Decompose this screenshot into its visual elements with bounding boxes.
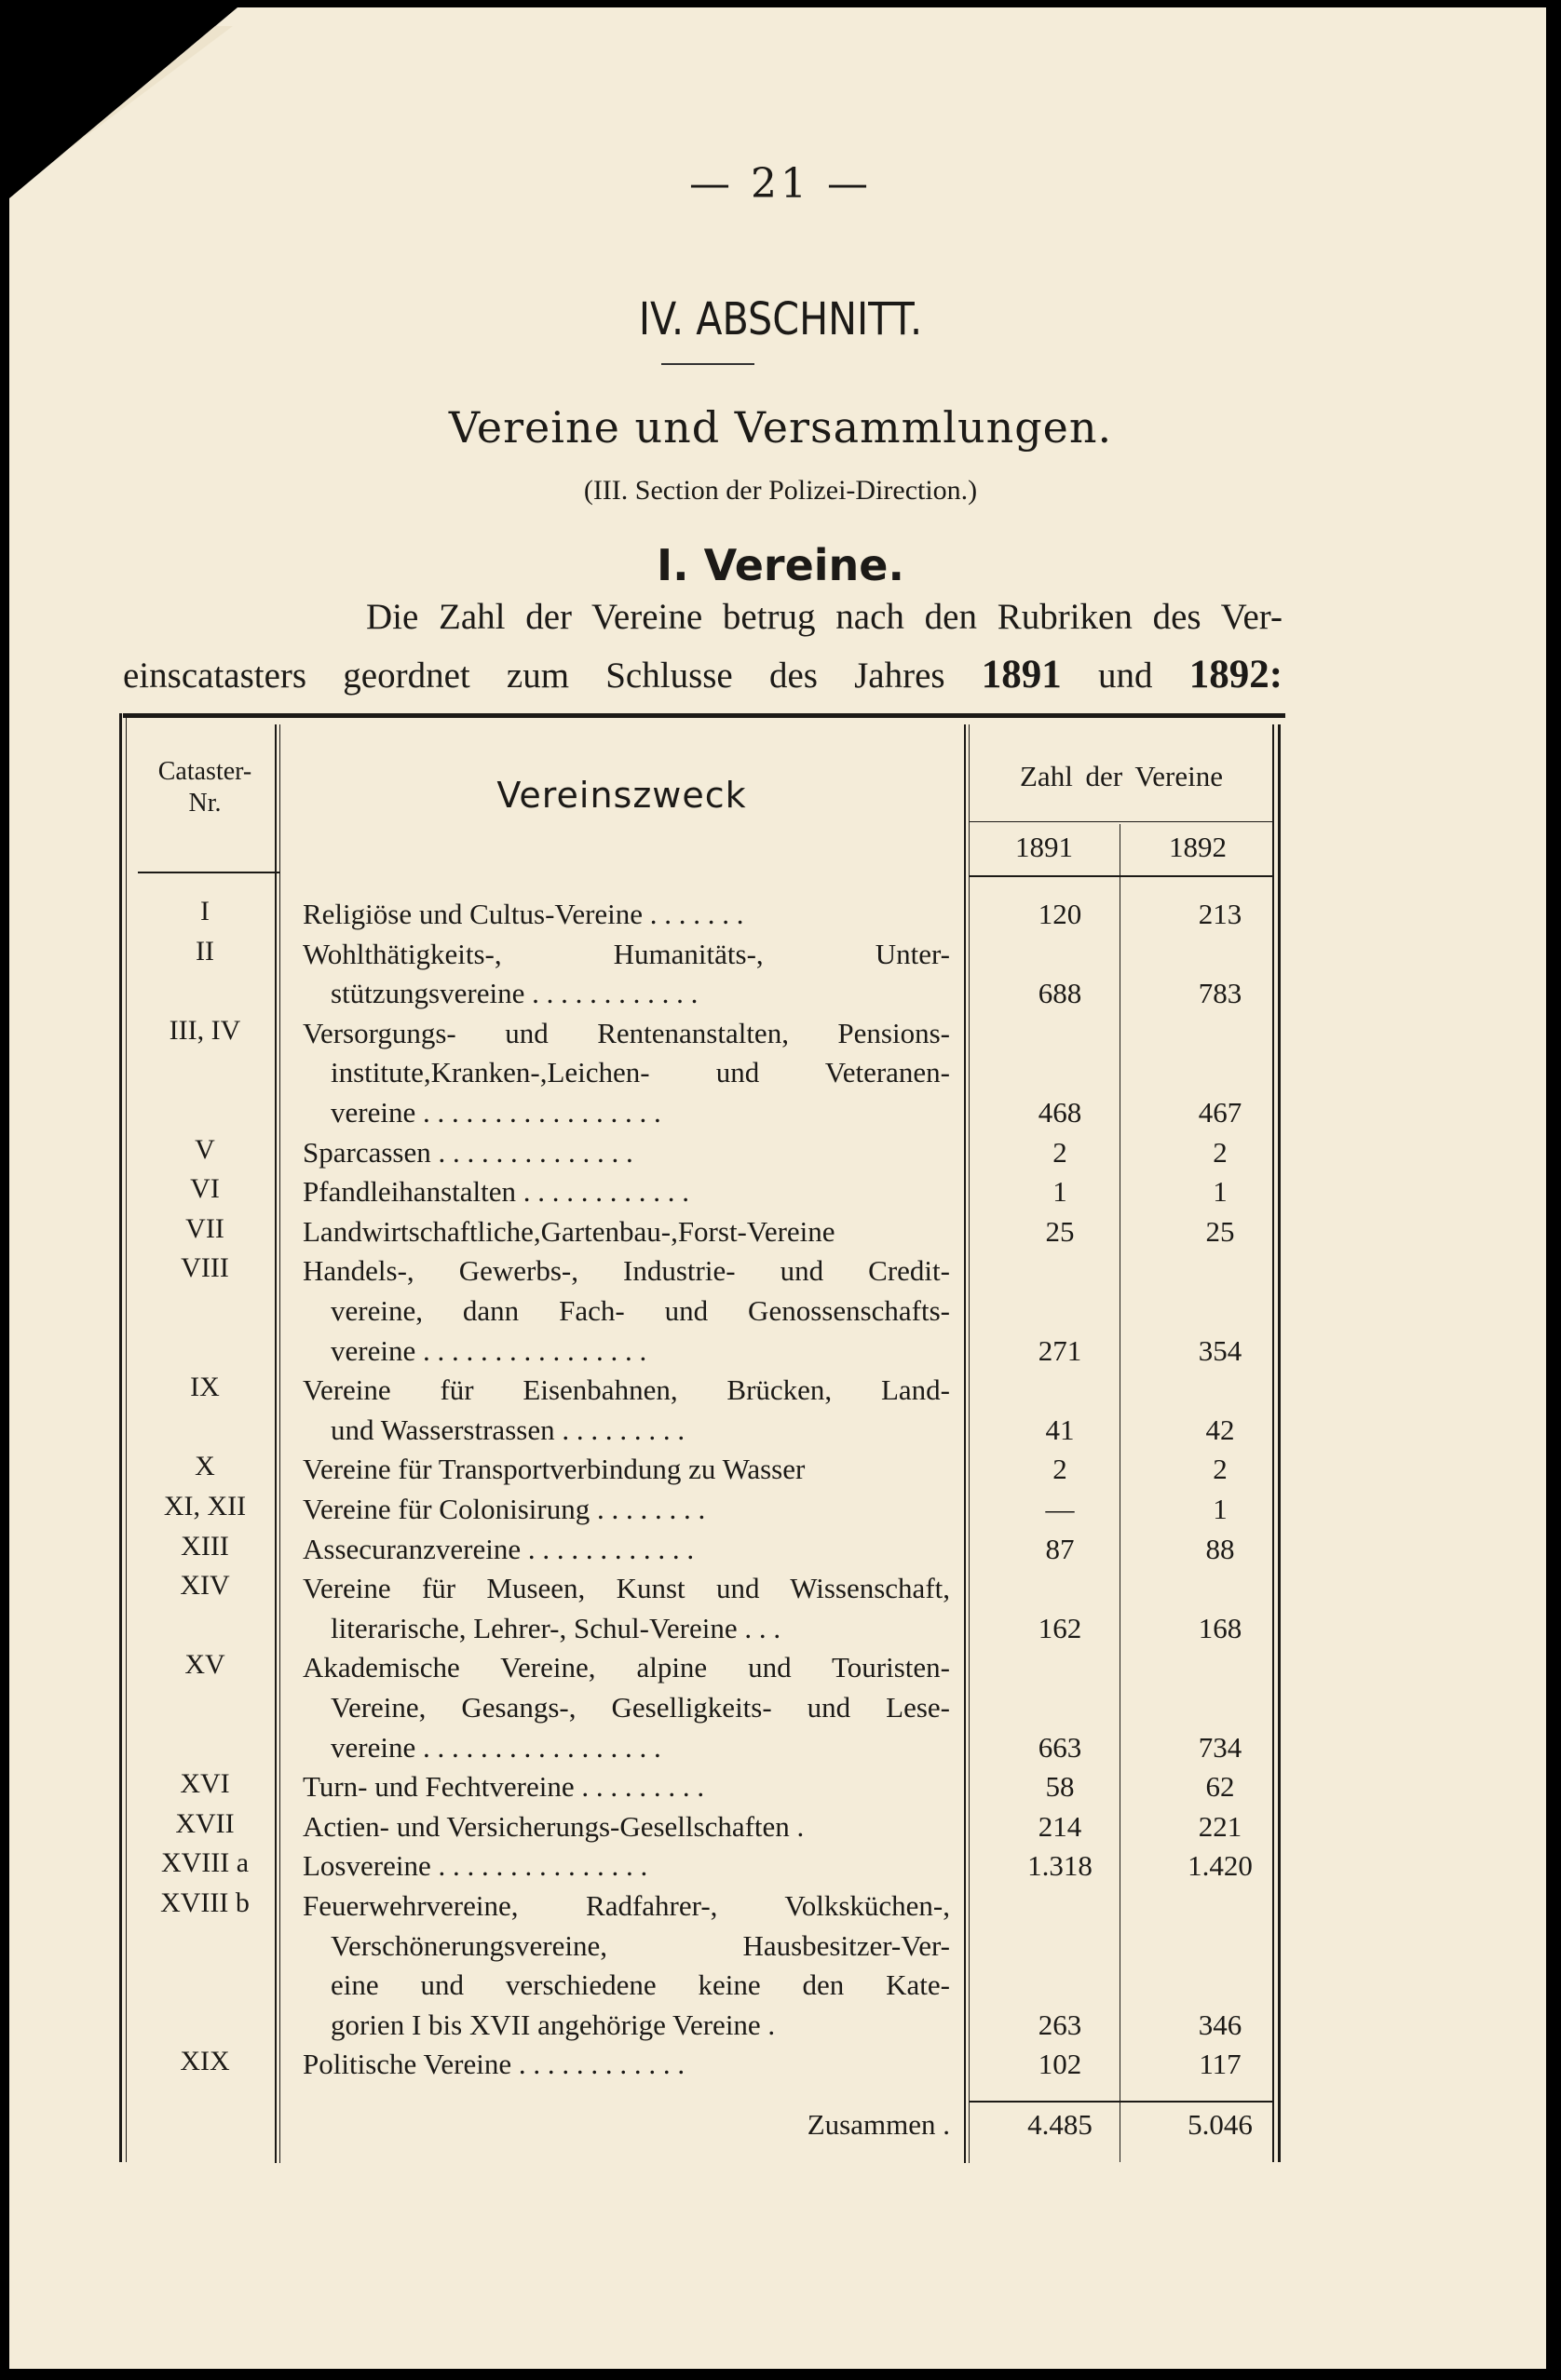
purpose-text: vereine . . . . . . . . . . . . . . . . . <box>331 1730 661 1764</box>
cataster-nr: XV <box>184 1649 225 1681</box>
table-top-rule <box>123 713 1285 718</box>
cataster-nr: VII <box>185 1212 224 1244</box>
purpose-text: Sparcassen . . . . . . . . . . . . . . <box>303 1135 633 1169</box>
cataster-nr: IX <box>190 1372 220 1403</box>
purpose-text: stützungsvereine . . . . . . . . . . . . <box>331 977 699 1010</box>
purpose-text: Wohlthätigkeits-, Humanitäts-, Unter- <box>303 937 950 970</box>
count-1892: 221 <box>1198 1809 1242 1843</box>
purpose-text: Versorgungs- und Rentenanstalten, Pensions- <box>303 1016 950 1049</box>
count-1891: — <box>1045 1493 1075 1525</box>
purpose-text: vereine . . . . . . . . . . . . . . . . <box>331 1333 647 1367</box>
header-year-1891: 1891 <box>1015 831 1073 863</box>
header-cataster-line1: Cataster- <box>157 757 252 786</box>
header-year-1892: 1892 <box>1169 831 1227 863</box>
section-heading: IV. ABSCHNITT. <box>638 293 923 345</box>
cataster-nr: II <box>196 935 214 967</box>
count-1892: 467 <box>1198 1096 1242 1129</box>
purpose-text: vereine . . . . . . . . . . . . . . . . . <box>331 1096 661 1129</box>
count-1892: 1 <box>1213 1175 1228 1209</box>
cataster-nr: V <box>195 1133 215 1165</box>
count-1892: 62 <box>1205 1770 1235 1804</box>
cataster-nr: X <box>195 1451 215 1482</box>
column-divider-1b <box>279 724 280 2163</box>
count-1892: 783 <box>1198 977 1242 1010</box>
page-title: Vereine und Versammlungen. <box>448 402 1113 453</box>
total-rule <box>969 2101 1274 2103</box>
count-1891: 663 <box>1038 1730 1082 1764</box>
count-1891: 58 <box>1045 1770 1075 1804</box>
header-purpose: Vereinszweck <box>496 775 747 816</box>
purpose-text: eine und verschiedene keine den Kate- <box>331 1968 950 2002</box>
purpose-text: Handels-, Gewerbs-, Industrie- und Credit- <box>303 1254 950 1288</box>
cataster-nr: XVIII b <box>160 1887 250 1918</box>
cataster-nr: VIII <box>181 1252 229 1284</box>
cataster-nr: III, IV <box>169 1014 241 1046</box>
purpose-text: Vereine für Museen, Kunst und Wissenschaft, <box>303 1572 950 1605</box>
count-1891: 688 <box>1038 977 1082 1010</box>
count-1891: 263 <box>1038 2008 1082 2041</box>
cataster-nr: VI <box>190 1173 220 1205</box>
total-1891: 4.485 <box>1027 2108 1093 2141</box>
count-1892: 354 <box>1198 1333 1242 1367</box>
count-1892: 117 <box>1199 2048 1242 2081</box>
count-1892: 734 <box>1198 1730 1242 1764</box>
purpose-text: Vereine, Gesangs-, Geselligkeits- und Lese- <box>331 1691 950 1724</box>
count-1891: 2 <box>1052 1135 1067 1169</box>
table-left-border <box>119 713 122 2162</box>
cataster-nr: XI, XII <box>163 1491 247 1521</box>
purpose-text: und Wasserstrassen . . . . . . . . . <box>331 1413 685 1446</box>
count-1892: 346 <box>1198 2008 1242 2041</box>
total-label: Zusammen . <box>807 2108 950 2141</box>
heading-divider <box>661 363 754 365</box>
count-1892: 168 <box>1198 1611 1242 1644</box>
count-1891: 2 <box>1052 1453 1067 1486</box>
count-1892: 1 <box>1213 1493 1228 1525</box>
count-1891: 271 <box>1038 1333 1082 1367</box>
total-1892: 5.046 <box>1188 2108 1253 2141</box>
count-1892: 1.420 <box>1188 1849 1253 1883</box>
intro-year-1891: 1891 <box>981 653 1062 696</box>
page-number: — 21 — <box>689 160 872 208</box>
cataster-nr: XVIII a <box>160 1847 250 1879</box>
header-bottom-rule-b <box>969 875 1274 877</box>
cataster-nr: XIX <box>180 2046 230 2077</box>
intro-line-2-text: einscatasters geordnet zum Schlusse des Jahres <box>123 656 945 696</box>
cataster-nr: XIII <box>181 1530 229 1562</box>
header-cataster-nr <box>130 756 279 819</box>
purpose-text: Assecuranzvereine . . . . . . . . . . . . <box>303 1532 695 1565</box>
intro-line-1: Die Zahl der Vereine betrug nach den Rubriken des Ver- <box>365 597 1283 637</box>
purpose-text: Landwirtschaftliche,Gartenbau-,Forst-Vereine <box>303 1214 835 1248</box>
purpose-text: Pfandleihanstalten . . . . . . . . . . . . <box>303 1175 689 1209</box>
subheading: I. Vereine. <box>657 540 904 590</box>
count-1891: 25 <box>1045 1214 1075 1248</box>
header-bottom-rule-a <box>138 872 279 873</box>
purpose-text: Verschönerungsvereine, Hausbesitzer-Ver- <box>331 1928 950 1962</box>
cataster-nr: XVII <box>175 1807 235 1839</box>
purpose-text: Losvereine . . . . . . . . . . . . . . . <box>303 1849 648 1883</box>
cataster-nr: I <box>200 896 210 926</box>
header-cataster-line2: Nr. <box>188 789 222 818</box>
header-count-group: Zahl der Vereine <box>1020 760 1223 792</box>
cataster-nr: XVI <box>180 1768 230 1800</box>
purpose-text: gorien I bis XVII angehörige Vereine . <box>331 2008 776 2041</box>
purpose-text: Vereine für Transportverbindung zu Wasser <box>303 1453 806 1486</box>
count-1891: 87 <box>1045 1532 1075 1565</box>
purpose-text: literarische, Lehrer-, Schul-Vereine . . . <box>331 1611 781 1644</box>
purpose-text: Actien- und Versicherungs-Gesellschaften . <box>303 1809 805 1843</box>
count-1891: 214 <box>1038 1809 1082 1843</box>
year-header-rule <box>969 821 1274 822</box>
intro-und: und <box>1098 656 1153 696</box>
count-1891: 102 <box>1038 2048 1082 2081</box>
purpose-text: Akademische Vereine, alpine und Touristen- <box>303 1651 950 1684</box>
count-1891: 41 <box>1045 1413 1075 1446</box>
purpose-text: Vereine für Eisenbahnen, Brücken, Land- <box>303 1373 950 1407</box>
count-1892: 213 <box>1198 898 1242 930</box>
purpose-text: institute,Kranken-,Leichen- und Veteranen- <box>331 1056 950 1089</box>
intro-year-1892: 1892 <box>1188 653 1269 696</box>
count-1892: 25 <box>1205 1214 1235 1248</box>
intro-colon: : <box>1269 653 1283 696</box>
purpose-text: Vereine für Colonisirung . . . . . . . . <box>303 1493 706 1525</box>
purpose-text: vereine, dann Fach- und Genossenschafts- <box>331 1294 950 1327</box>
intro-line-2 <box>123 652 1283 697</box>
purpose-text: Feuerwehrvereine, Radfahrer-, Volksküchen-, <box>303 1889 950 1922</box>
column-divider-2 <box>964 724 966 2163</box>
count-1892: 42 <box>1205 1413 1235 1446</box>
purpose-text: Religiöse und Cultus-Vereine . . . . . . . <box>303 898 744 930</box>
count-1892: 88 <box>1205 1532 1235 1565</box>
purpose-text: Turn- und Fechtvereine . . . . . . . . . <box>303 1770 705 1804</box>
count-1891: 162 <box>1038 1611 1082 1644</box>
count-1891: 468 <box>1038 1096 1082 1129</box>
count-1892: 2 <box>1213 1135 1228 1169</box>
count-1891: 1.318 <box>1027 1849 1093 1883</box>
purpose-text: Politische Vereine . . . . . . . . . . . . <box>303 2048 685 2081</box>
column-divider-2b <box>969 724 970 2163</box>
count-1891: 1 <box>1052 1175 1067 1209</box>
folded-corner <box>47 26 233 166</box>
count-1892: 2 <box>1213 1453 1228 1486</box>
table-left-border-inner <box>126 713 127 2162</box>
count-1891: 120 <box>1038 898 1082 930</box>
page-subtitle: (III. Section der Polizei-Direction.) <box>583 475 978 506</box>
cataster-nr: XIV <box>180 1570 230 1602</box>
